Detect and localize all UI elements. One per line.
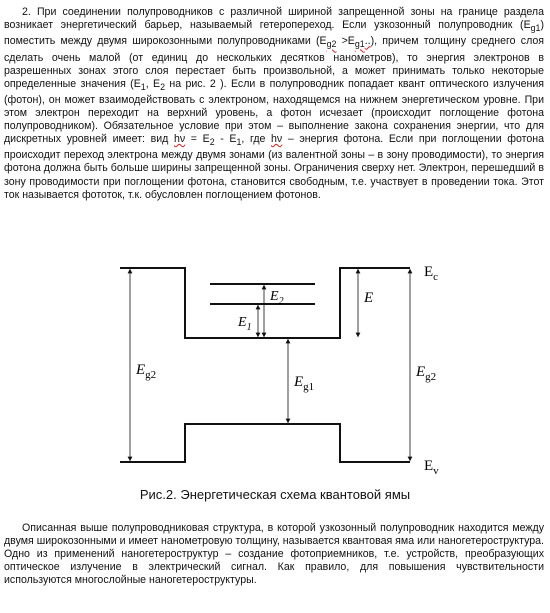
paragraph-quantum-well-summary: Описанная выше полупроводниковая структура, в которой узкозонный полупроводник находится между двумя широкозонными и имеет нанометровую толщину, называется квантовая яма или наногетероструктура. Одно из применений наногетероструктур – создание фотоприемников, т.е. устройств, преобразующих оптическое излучение в электрический сигнал. Как правило, для повышения чувствительности используются многослойные наногетероструктуры. xyxy=(4,522,544,587)
label-e2: $E_2$ xyxy=(270,289,284,307)
label-eg1: $E_{g1}$ xyxy=(294,374,315,393)
quantum-well-energy-diagram xyxy=(100,256,460,478)
label-eg2-left: $E_{g2}$ xyxy=(136,362,157,381)
label-ec: $E_c$ xyxy=(424,264,439,283)
valence-band-edge xyxy=(120,424,410,462)
paragraph-quantum-well-intro: 2. При соединении полупроводников с различной шириной запрещенной зоны на границе раздела возникает энергетический барьер, называемый гетеропереход. Если узкозонный полупроводник $(E_{g1})$ поместить между двумя широкозонными полупроводниками $(E_{g2} >E_{g1}..)$, причем толщину среднего слоя сделать очень малой (от единиц до нескольких десятков нанометров), то энергия электронов в разрешенных зонах этого слоя перестает быть произвольной, а может принимать только некоторые определенные значения ($E_1$, $E_2$ на рис. 2 ). Если в полупроводник попадает квант оптического излучения (фотон), он может взаимодействовать с электроном, находящемся на нижнем энергетическом уровне. При этом электрон переходит на верхний уровень, а фотон исчезает (происходит поглощение фотона полупроводником). Обязательное условие при этом – выполнение закона сохранения энергии, что для дискретных уровней имеет: вид $h\nu = E_2 - E_1$, где hν – энергия фотона. Если при поглощении фотона происходит переход электрона между двумя зонами (из валентной зоны – в зону проводимости), то энергия фотона должна быть больше ширины запрещенной зоны. Ограничения сверху нет. Электрон, перешедший в зону проводимости при поглощении фотона, становится свободным, т.е. участвует в проведении тока. Этот ток называется фототок, т.к. обусловлен поглощением фотонов. xyxy=(4,6,545,201)
label-ev: $E_v$ xyxy=(424,458,439,477)
label-e: E xyxy=(364,290,374,306)
label-e1: $E_1$ xyxy=(238,315,252,333)
figure-caption: Рис.2. Энергетическая схема квантовой ямы xyxy=(139,487,411,502)
label-eg2-right: $E_{g2}$ xyxy=(416,364,437,383)
